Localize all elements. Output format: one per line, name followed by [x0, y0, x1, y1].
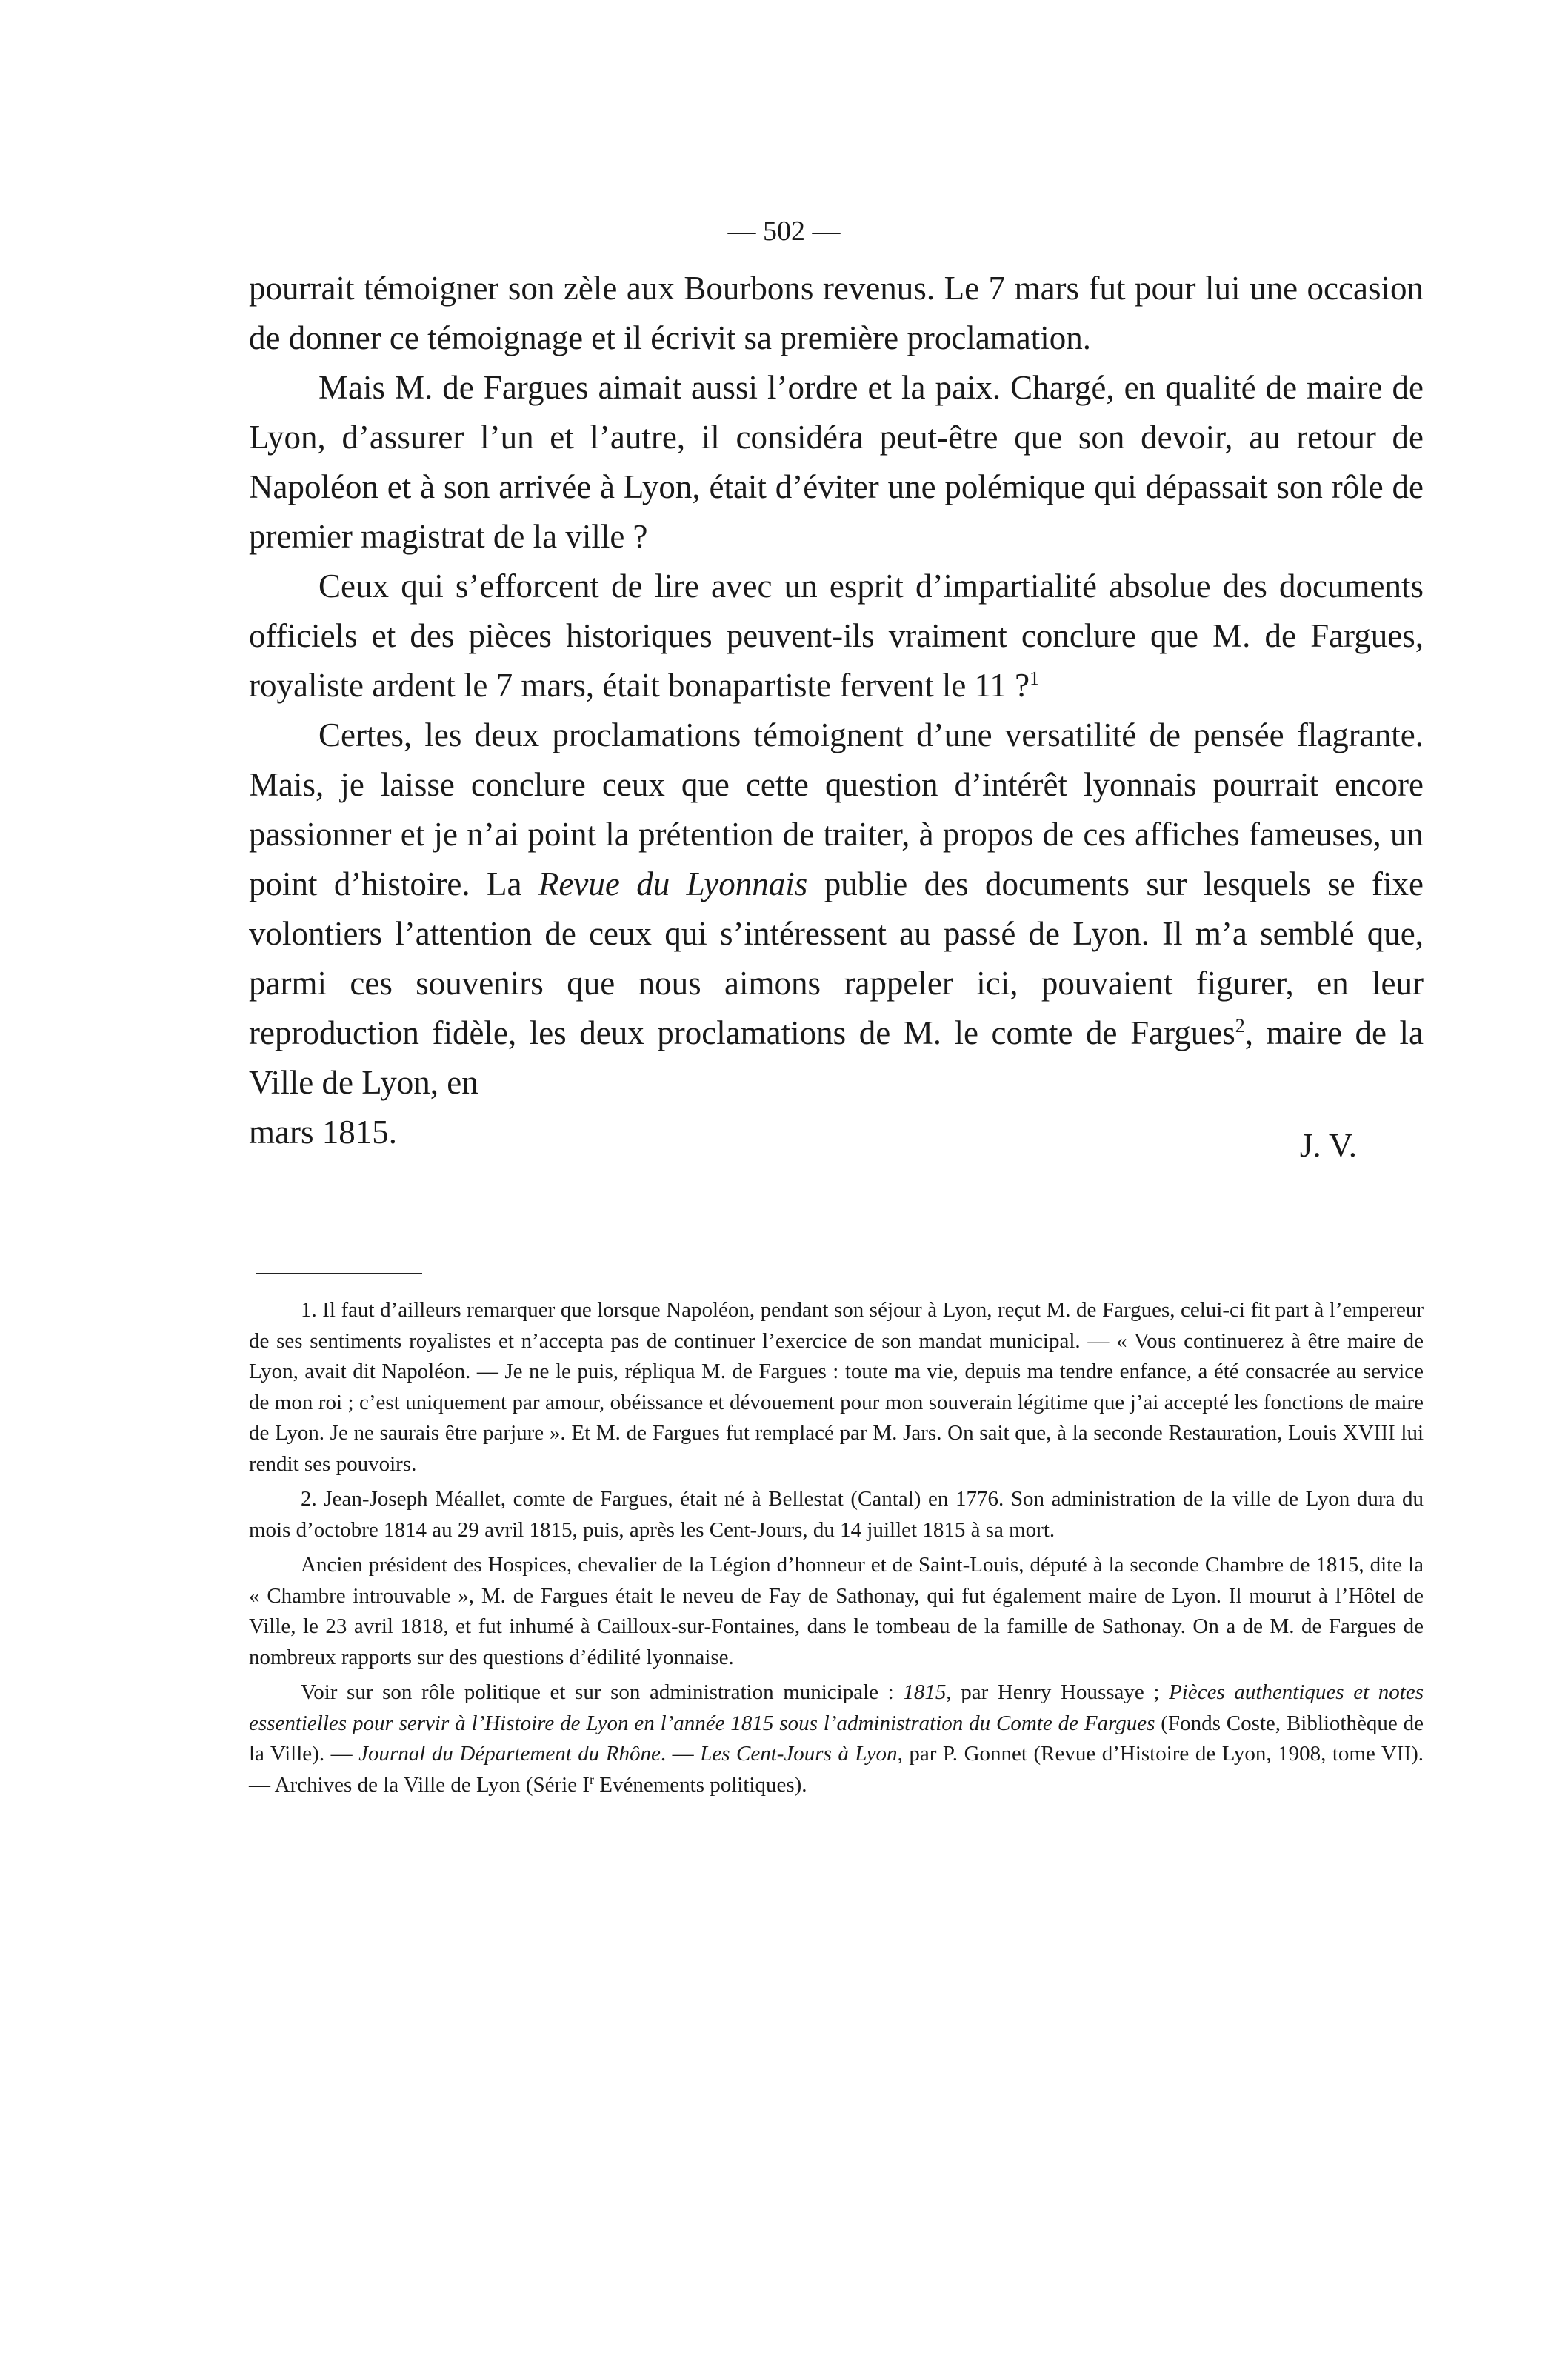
footnote-2: 2. Jean-Joseph Méallet, comte de Fargues, était né à Bellestat (Cantal) en 1776. Son administration de la ville de Lyon dura du mois d’octobre 1814 au 29 avril 1815, puis, après les Cent-Jours, du 14 juillet 1815 à sa mort.: [249, 1487, 1424, 1542]
sources-text-b: , par Henry Houssaye ;: [946, 1680, 1170, 1704]
sources-title-1815: 1815: [903, 1680, 947, 1704]
sources-superscript: r: [590, 1772, 594, 1787]
sources-text-a: Voir sur son rôle politique et sur son administration municipale :: [301, 1680, 904, 1704]
footnote-divider: [256, 1273, 422, 1274]
footnote-ref-2: 2: [1235, 1015, 1245, 1037]
closing-date: mars 1815.: [249, 1114, 397, 1151]
footnote-2-continued: Ancien président des Hospices, chevalier de la Légion d’honneur et de Saint-Louis, député à la seconde Chambre de 1815, dite la « Chambre introuvable », M. de Fargues était le neveu de Fay de Sathonay, qui fut également maire de Lyon. Il mourut à l’Hôtel de Ville, le 23 avril 1818, et fut inhumé à Cailloux-sur-Fontaines, dans le tombeau de la famille de Sathonay. On a de M. de Fargues de nombreux rapports sur des questions d’édilité lyonnaise.: [249, 1553, 1424, 1669]
paragraph-2: Mais M. de Fargues aimait aussi l’ordre et la paix. Chargé, en qualité de maire de Lyon, d’assurer l’un et l’autre, il considéra peut-être que son devoir, au retour de Napoléon et à son arrivée à Lyon, était d’éviter une polémique qui dépassait son rôle de premier magistrat de la ville ?: [249, 369, 1424, 555]
paragraph-1: pourrait témoigner son zèle aux Bourbons revenus. Le 7 mars fut pour lui une occasion de donner ce témoignage et il écrivit sa première proclamation.: [249, 270, 1424, 356]
sources-title-journal: Journal du Département du Rhône: [358, 1742, 661, 1766]
paragraph-3-text: Ceux qui s’efforcent de lire avec un esprit d’impartialité absolue des documents officiels et des pièces historiques peuvent-ils vraiment conclure que M. de Fargues, royaliste ardent le 7 mars, était bonapartiste fervent le 11 ?: [249, 568, 1424, 704]
paragraph-4-text-c: , maire de la Ville de Lyon, en: [249, 1014, 1424, 1101]
page-number: — 502 —: [727, 216, 841, 247]
sources-text-d: . —: [660, 1742, 701, 1766]
sources-text-e: , par P. Gonnet (Revue d’Histoire de Lyon, 1908, tome VII). — Archives de la Ville de Lyon (Série I: [249, 1742, 1424, 1797]
footnote-2-sources: [249, 1677, 1424, 1800]
sources-title-cent-jours: Les Cent-Jours à Lyon: [700, 1742, 898, 1766]
footnote-ref-1: 1: [1030, 668, 1040, 689]
paragraph-4: [249, 711, 1424, 1108]
main-text: [249, 264, 1424, 1171]
author-signature: J. V.: [1299, 1127, 1357, 1164]
journal-title: Revue du Lyonnais: [538, 865, 808, 902]
paragraph-4-text-a: Certes, les deux proclamations témoignent d’une versatilité de pensée flagrante. Mais, je laisse conclure ceux que cette question d’intérêt lyonnais pourrait encore passionner et je n’ai point la prétention de traiter, à propos de ces affiches fameuses, un point d’histoire. La: [249, 716, 1424, 902]
footnote-1: 1. Il faut d’ailleurs remarquer que lorsque Napoléon, pendant son séjour à Lyon, reçut M. de Fargues, celui-ci fit part à l’empereur de ses sentiments royalistes et n’accepta pas de continuer l’exercice de son mandat municipal. — « Vous continuerez à être maire de Lyon, avait dit Napoléon. — Je ne le puis, répliqua M. de Fargues : toute ma vie, depuis ma tendre enfance, a été consacrée au service de mon roi ; c’est uniquement par amour, obéissance et dévouement pour mon souverain légitime que j’ai accepté les fonctions de maire de Lyon. Je ne saurais être parjure ». Et M. de Fargues fut remplacé par M. Jars. On sait que, à la seconde Restauration, Louis XVIII lui rendit ses pouvoirs.: [249, 1298, 1424, 1476]
sources-title-pieces: Pièces authentiques et notes essentielles pour servir à l’Histoire de Lyon en l’année 1815 sous l’administration du Comte de Fargues: [249, 1680, 1424, 1735]
sources-text-f: Evénements politiques).: [594, 1772, 807, 1797]
paragraph-3: [249, 562, 1424, 711]
paragraph-4-text-b: publie des documents sur lesquels se fixe volontiers l’attention de ceux qui s’intéressent au passé de Lyon. Il m’a semblé que, parmi ces souvenirs que nous aimons rappeler ici, pouvaient figurer, en leur reproduction fidèle, les deux proclamations de M. le comte de Fargues: [249, 865, 1424, 1051]
sources-text-c: (Fonds Coste, Bibliothèque de la Ville). —: [249, 1711, 1424, 1766]
closing-line: [249, 1108, 1424, 1171]
footnotes: [249, 1295, 1424, 1800]
